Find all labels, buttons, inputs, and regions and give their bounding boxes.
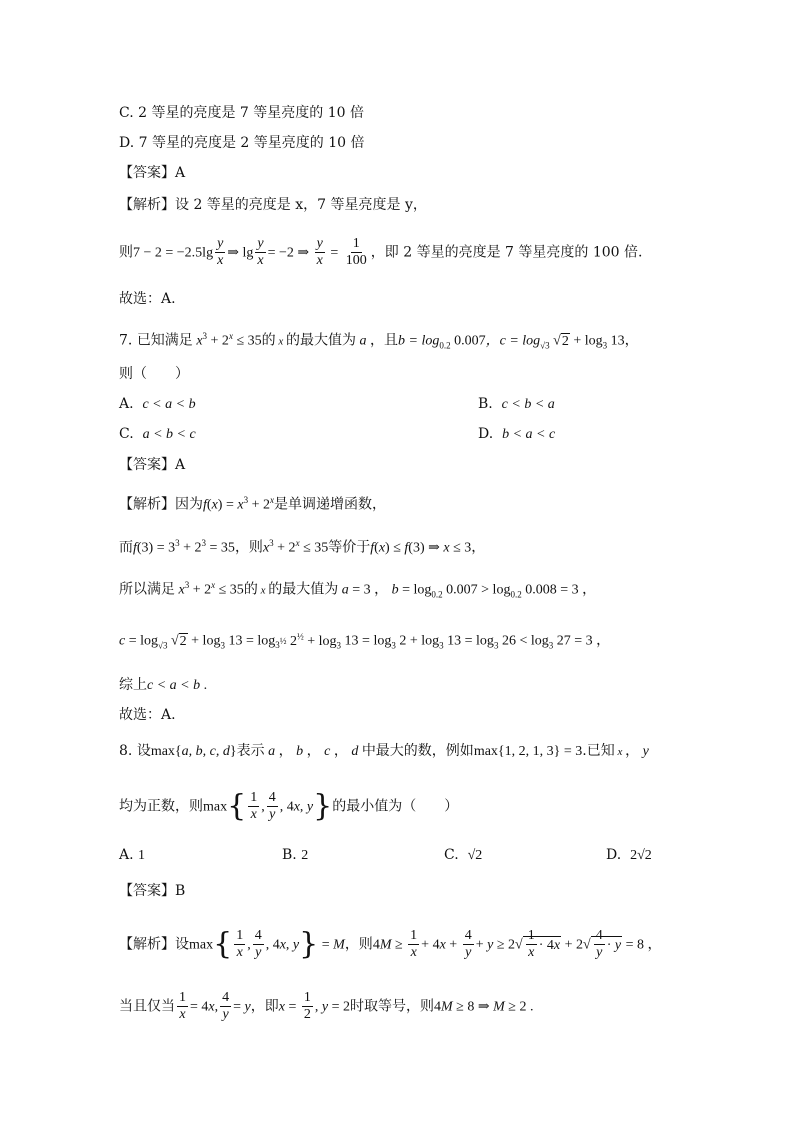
- q8-stem: 8. 设max{a, b, c, d}表示 a ， b ， c ， d 中最大的数，例如max{1, 2, 1, 3} = 3.已知 x ， y: [119, 743, 649, 759]
- answer-label: 【答案】: [119, 457, 175, 473]
- choice-text: 故选：A.: [119, 291, 176, 307]
- stem-text: 设: [136, 743, 151, 759]
- analysis-text: 时取等号，则: [350, 998, 434, 1015]
- analysis-text: 而: [119, 539, 133, 556]
- stem-text: 表示: [236, 743, 265, 759]
- analysis-text: ，则: [234, 539, 263, 556]
- choice-text: 故选：A.: [119, 707, 176, 723]
- q7-answer: [119, 455, 185, 475]
- answer-label: 【答案】: [119, 883, 175, 899]
- option-key: C.: [444, 847, 459, 863]
- analysis-text: ，即: [250, 998, 279, 1015]
- option-key: B.: [478, 396, 493, 412]
- question-number: 7.: [119, 332, 133, 349]
- q6-option-d-text: D. 7 等星的亮度是 2 等星亮度的 10 倍: [119, 135, 365, 151]
- option-key: A.: [119, 396, 134, 412]
- stem-text: 的最小值为（ ）: [332, 798, 459, 815]
- option-expr: a < b < c: [142, 427, 196, 442]
- stem-text: 的最大值为: [286, 332, 357, 349]
- analysis-text: 等价于: [328, 539, 371, 556]
- option-expr: c < a < b: [142, 397, 196, 412]
- stem-text: ，: [624, 332, 639, 349]
- q7-analysis-1: 【解析】因为$f(x) = x^3 + 2^x$是单调递增函数，: [119, 495, 386, 513]
- question-number: 8.: [119, 743, 133, 759]
- analysis-text: 是单调递增函数，: [273, 496, 386, 513]
- fraction-y-over-x: $\frac{y}{x}$: [217, 236, 224, 268]
- analysis-text: 因为: [175, 496, 203, 513]
- log-argument: 0.007: [454, 333, 486, 349]
- option-expr: b < a < c: [502, 427, 556, 442]
- analysis-label: 【解析】: [119, 936, 175, 953]
- stem-text: 已知满足: [136, 332, 193, 349]
- option-key: A.: [119, 847, 134, 863]
- q7-analysis-4: $c = \log_{√3} √2 + \log_3 13 = \log_{3^{\frac{1}{2}}} 2^{\frac{1}{2}} + \log_3 13 = \log_3 2 + \log_3 13 = \log_3 26 < \log_3 27 = 3$ ，: [119, 631, 611, 651]
- analysis-text: ，则: [344, 936, 373, 953]
- q7-option-c: [119, 424, 196, 445]
- calc-prefix: 则: [119, 244, 133, 261]
- q6-analysis: [119, 195, 427, 215]
- answer-label: 【答案】: [119, 165, 175, 181]
- q7-then: [119, 364, 189, 384]
- q7-option-a: [119, 394, 196, 415]
- analysis-label: 【解析】: [119, 496, 175, 513]
- q8-equality: 当且仅当 $\frac{1}{x}$ = 4x, $\frac{4}{y}$ = y，即x = $\frac{1}{2}$ , y = 2时取等号，则4M ≥ 8 ⇒ M ≥ 2 .: [119, 990, 534, 1022]
- q8-option-d: [606, 845, 652, 866]
- q8-option-b: [282, 845, 308, 866]
- option-key: D.: [606, 847, 622, 863]
- stem-text: ，且: [370, 332, 399, 349]
- option-key: C.: [119, 426, 134, 442]
- q6-calc-line: 则7 − 2 = −2.5lg $\frac{y}{x}$ ⇒ lg $\frac{y}{x}$ = −2 ⇒ $\frac{y}{x}$ = $\frac{1}{100}$ ，即 2 等星的亮度是 7 等星亮度的 100 倍.: [119, 236, 643, 268]
- answer-value: B: [175, 883, 186, 899]
- analysis-text: 当且仅当: [119, 998, 175, 1015]
- stem-text: 的: [261, 332, 276, 349]
- stem-text: 均为正数，则: [119, 798, 203, 815]
- option-expr: 1: [138, 848, 146, 863]
- stem-text: 中最大的数，例如: [361, 743, 474, 759]
- q6-choice: [119, 289, 176, 309]
- analysis-text: 的最大值为: [268, 581, 339, 598]
- calc-conclusion: ，即 2 等星的亮度是 7 等星亮度的 100 倍.: [370, 244, 643, 261]
- c-definition: ，c = log: [485, 333, 541, 349]
- fraction-1-over-100: $\frac{1}{100}$: [345, 236, 367, 268]
- answer-value: A: [175, 457, 186, 473]
- fraction-y-over-x: $\frac{y}{x}$: [257, 236, 264, 268]
- q6-option-d: [119, 133, 365, 153]
- answer-value: A: [175, 165, 186, 181]
- calc-expr: 7 − 2 = −2.5lg: [133, 245, 214, 261]
- q8-analysis: 【解析】设max{ $\frac{1}{x}$ , $\frac{4}{y}$ , 4x, y} = M，则4M ≥ $\frac{1}{x}$ + 4x + $\frac{4}{y}$ + y ≥ 2√ $\frac{1}{x}$ · 4x + 2√ $\frac{4}{y}$ · y = 8 ，: [119, 926, 662, 962]
- q6-answer: [119, 163, 185, 183]
- q6-option-c: [119, 103, 364, 123]
- q7-stem: 7. 已知满足 $x^3 + 2^x \le 35$的 x 的最大值为 a ，且$b = \log_{0.2} 0.007$，$c = \log_{√3} √2 + \log_3 13$，: [119, 331, 639, 351]
- stem-text: 则（ ）: [119, 366, 189, 382]
- q8-answer: [119, 881, 185, 901]
- analysis-label: 【解析】: [119, 197, 175, 213]
- analysis-text: 的: [243, 581, 258, 598]
- q7-analysis-3: 所以满足 $x^3 + 2^x \le 35$的 x 的最大值为 a = 3 ， $b = \log_{0.2} 0.007 > \log_{0.2} 0.008 = 3$ ，: [119, 580, 597, 600]
- option-expr: 2: [301, 848, 309, 863]
- q8-option-c: [444, 845, 482, 866]
- analysis-text: 所以满足: [119, 581, 175, 598]
- q7-option-b: [478, 394, 555, 415]
- q8-option-a: [119, 845, 145, 866]
- q6-option-c-text: C. 2 等星的亮度是 7 等星亮度的 10 倍: [119, 105, 364, 121]
- analysis-text: 设: [175, 936, 189, 953]
- q8-stem-2: 均为正数，则max{ $\frac{1}{x}$ , $\frac{4}{y}$ , 4x, y}的最小值为（ ）: [119, 788, 459, 824]
- q7-choice: [119, 705, 176, 725]
- option-expr: √2: [467, 848, 483, 863]
- log-base: 0.2: [439, 340, 451, 351]
- stem-text: .已知: [582, 743, 615, 759]
- b-definition: b = log: [398, 333, 440, 349]
- option-key: B.: [282, 847, 297, 863]
- fraction-y-over-x: $\frac{y}{x}$: [316, 236, 323, 268]
- analysis-text: 设 2 等星的亮度是 x，7 等星亮度是 y，: [175, 197, 427, 213]
- option-expr: c < b < a: [501, 397, 555, 412]
- q7-summary: 综上c < a < b .: [119, 677, 208, 693]
- summary-expr: c < a < b: [147, 678, 201, 693]
- option-key: D.: [478, 426, 494, 442]
- summary-prefix: 综上: [119, 677, 147, 693]
- q7-option-d: [478, 424, 555, 445]
- q7-analysis-2: 而$f(3) = 3^3 + 2^3 = 35$，则$x^3 + 2^x \le 35$等价于f(x) ≤ f(3) ⇒ x ≤ 3，: [119, 538, 486, 556]
- option-expr: 2√2: [630, 848, 652, 863]
